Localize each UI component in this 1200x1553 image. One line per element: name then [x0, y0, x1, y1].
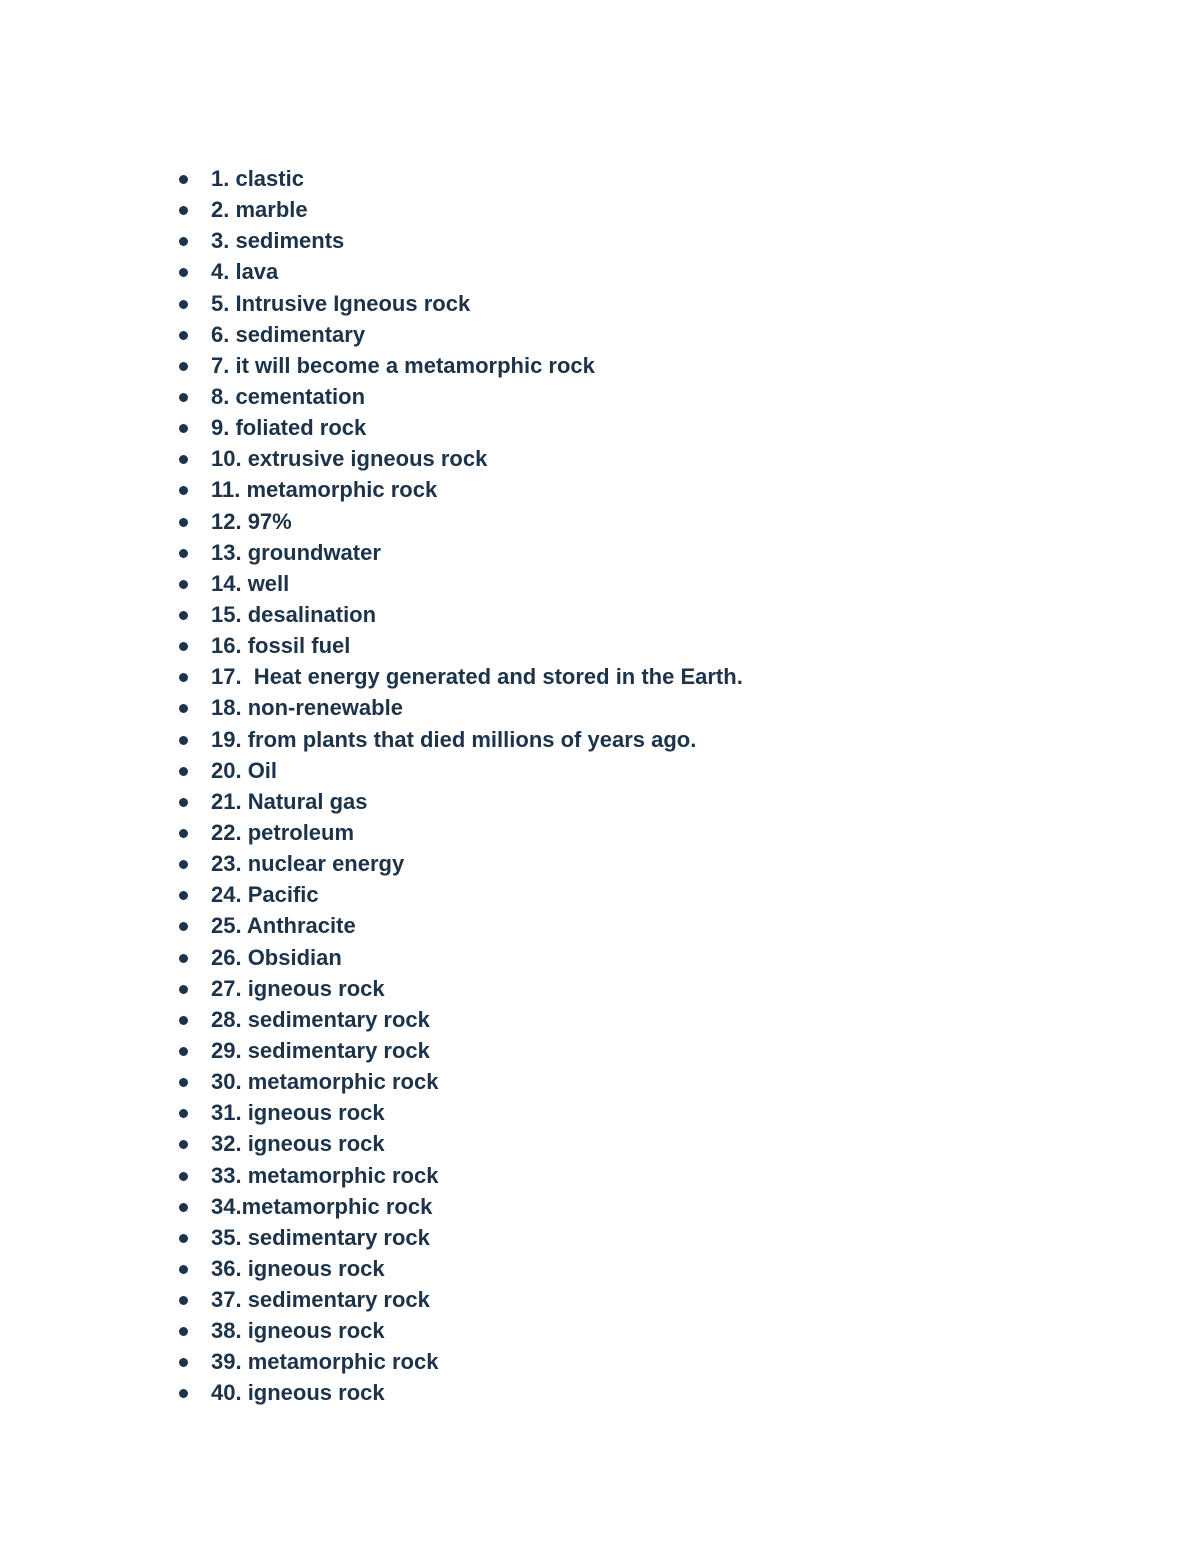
list-item-text: 40. igneous rock [211, 1380, 385, 1406]
bullet-icon [179, 362, 188, 371]
list-item [176, 1377, 1076, 1408]
bullet-icon [179, 673, 188, 682]
list-item [176, 1035, 1076, 1066]
list-item-text: 30. metamorphic rock [211, 1069, 439, 1095]
list-item [176, 1097, 1076, 1128]
list-item-text: 38. igneous rock [211, 1318, 385, 1344]
bullet-icon [179, 767, 188, 776]
list-item [176, 973, 1076, 1004]
list-item [176, 350, 1076, 381]
bullet-icon [179, 1358, 188, 1367]
list-item-text: 24. Pacific [211, 882, 319, 908]
list-item-text: 31. igneous rock [211, 1100, 385, 1126]
list-item [176, 319, 1076, 350]
list-item [176, 1346, 1076, 1377]
list-item-text: 37. sedimentary rock [211, 1287, 430, 1313]
bullet-icon [179, 1172, 188, 1181]
list-item [176, 1160, 1076, 1191]
list-item-text: 11. metamorphic rock [211, 477, 438, 503]
bullet-icon [179, 1234, 188, 1243]
list-item [176, 1284, 1076, 1315]
list-item-text: 15. desalination [211, 601, 377, 627]
list-item [176, 817, 1076, 848]
list-item [176, 755, 1076, 786]
list-item [176, 568, 1076, 599]
bullet-icon [179, 860, 188, 869]
list-item [176, 256, 1076, 287]
list-item-text: 17. Heat energy generated and stored in the Earth. [211, 664, 743, 690]
bullet-icon [179, 300, 188, 309]
answer-list [176, 163, 1076, 1409]
list-item [176, 661, 1076, 692]
bullet-icon [179, 829, 188, 838]
bullet-icon [179, 798, 188, 807]
list-item-text: 14. well [211, 570, 290, 596]
list-item [176, 848, 1076, 879]
bullet-icon [179, 1047, 188, 1056]
bullet-icon [179, 1109, 188, 1118]
list-item-text: 12. 97% [211, 508, 292, 534]
bullet-icon [179, 1016, 188, 1025]
list-item-text: 3. sediments [211, 228, 345, 254]
bullet-icon [179, 954, 188, 963]
list-item-text: 19. from plants that died millions of years ago. [211, 726, 697, 752]
bullet-icon [179, 1296, 188, 1305]
list-item-text: 13. groundwater [211, 539, 381, 565]
bullet-icon [179, 611, 188, 620]
bullet-icon [179, 736, 188, 745]
bullet-icon [179, 518, 188, 527]
bullet-icon [179, 237, 188, 246]
bullet-icon [179, 922, 188, 931]
list-item [176, 1004, 1076, 1035]
list-item [176, 537, 1076, 568]
list-item-text: 28. sedimentary rock [211, 1006, 430, 1032]
list-item [176, 599, 1076, 630]
bullet-icon [179, 642, 188, 651]
bullet-icon [179, 331, 188, 340]
list-item [176, 1315, 1076, 1346]
list-item [176, 1191, 1076, 1222]
list-item-text: 33. metamorphic rock [211, 1162, 439, 1188]
list-item [176, 786, 1076, 817]
list-item [176, 225, 1076, 256]
bullet-icon [179, 1265, 188, 1274]
list-item-text: 36. igneous rock [211, 1255, 385, 1281]
bullet-icon [179, 206, 188, 215]
bullet-icon [179, 704, 188, 713]
list-item-text: 29. sedimentary rock [211, 1037, 430, 1063]
bullet-icon [179, 1203, 188, 1212]
list-item [176, 1253, 1076, 1284]
bullet-icon [179, 455, 188, 464]
list-item [176, 724, 1076, 755]
list-item-text: 25. Anthracite [211, 913, 356, 939]
bullet-icon [179, 1078, 188, 1087]
bullet-icon [179, 549, 188, 558]
list-item [176, 942, 1076, 973]
list-item-text: 5. Intrusive Igneous rock [211, 290, 471, 316]
list-item-text: 39. metamorphic rock [211, 1349, 439, 1375]
list-item-text: 35. sedimentary rock [211, 1224, 430, 1250]
list-item [176, 910, 1076, 941]
list-item [176, 194, 1076, 225]
list-item [176, 506, 1076, 537]
list-item-text: 2. marble [211, 197, 308, 223]
list-item [176, 412, 1076, 443]
list-item [176, 692, 1076, 723]
list-item-text: 20. Oil [211, 757, 278, 783]
bullet-icon [179, 1327, 188, 1336]
list-item-text: 4. lava [211, 259, 279, 285]
list-item-text: 6. sedimentary [211, 321, 366, 347]
list-item [176, 630, 1076, 661]
list-item [176, 1128, 1076, 1159]
list-item-text: 26. Obsidian [211, 944, 342, 970]
bullet-icon [179, 985, 188, 994]
bullet-icon [179, 268, 188, 277]
list-item-text: 1. clastic [211, 166, 304, 191]
list-item [176, 879, 1076, 910]
list-item-text: 21. Natural gas [211, 788, 368, 814]
list-item-text: 32. igneous rock [211, 1131, 385, 1157]
list-item-text: 16. fossil fuel [211, 633, 351, 659]
list-item-text: 23. nuclear energy [211, 851, 405, 877]
list-item-text: 18. non-renewable [211, 695, 403, 721]
bullet-icon [179, 891, 188, 900]
list-item-text: 7. it will become a metamorphic rock [211, 352, 595, 378]
list-item-text: 10. extrusive igneous rock [211, 446, 488, 472]
list-item [176, 163, 1076, 194]
bullet-icon [179, 486, 188, 495]
list-item [176, 1066, 1076, 1097]
list-item-text: 34.metamorphic rock [211, 1193, 433, 1219]
list-item [176, 443, 1076, 474]
list-item-text: 9. foliated rock [211, 415, 367, 441]
bullet-icon [179, 424, 188, 433]
list-item [176, 288, 1076, 319]
bullet-icon [179, 175, 188, 184]
bullet-icon [179, 1140, 188, 1149]
bullet-icon [179, 1389, 188, 1398]
list-item-text: 27. igneous rock [211, 975, 385, 1001]
bullet-icon [179, 580, 188, 589]
list-item-text: 22. petroleum [211, 819, 355, 845]
bullet-icon [179, 393, 188, 402]
list-item [176, 474, 1076, 505]
list-item [176, 1222, 1076, 1253]
list-item [176, 381, 1076, 412]
list-item-text: 8. cementation [211, 383, 366, 409]
